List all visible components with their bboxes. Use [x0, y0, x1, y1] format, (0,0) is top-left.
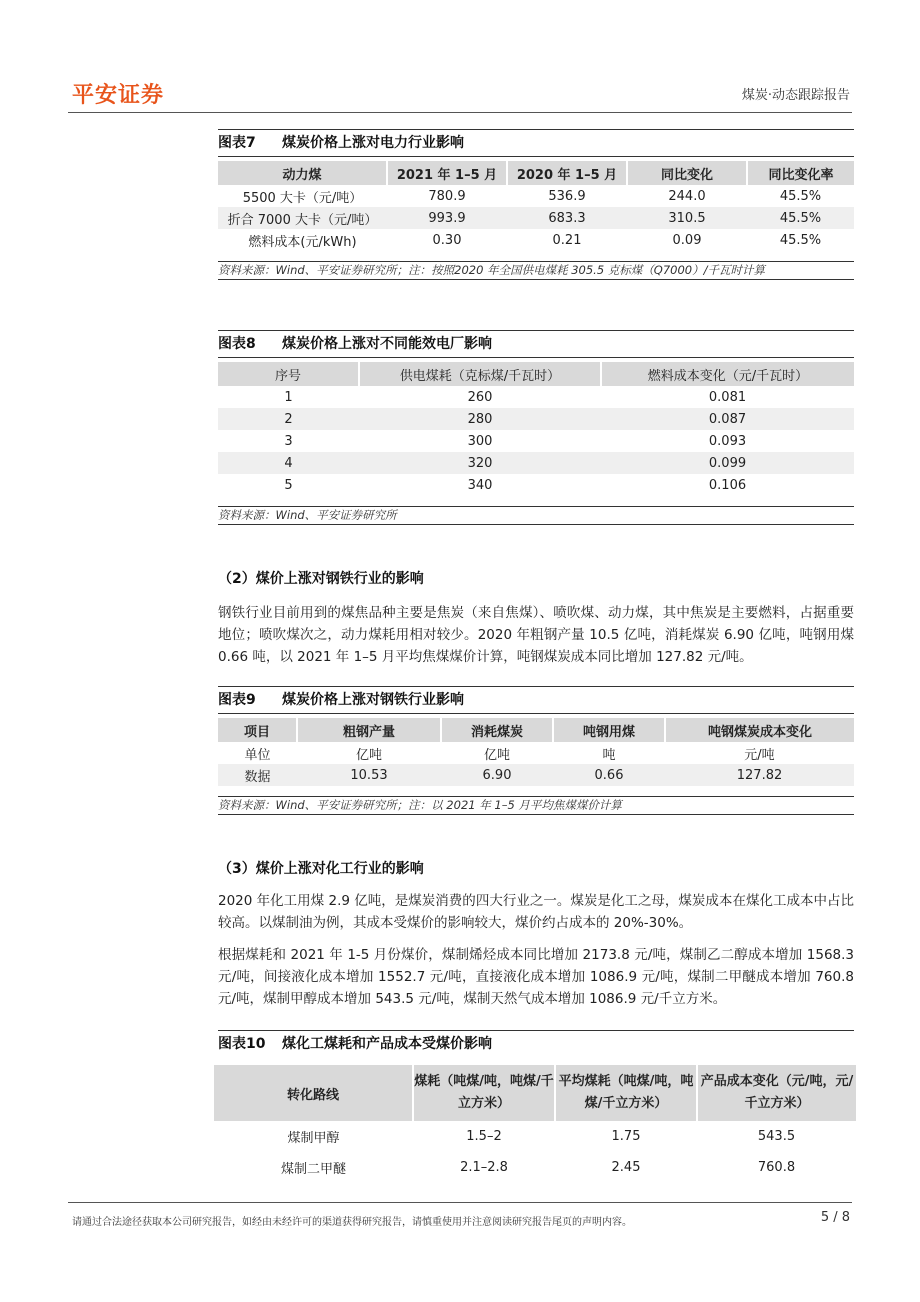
table-row: 1 260 0.081: [284, 389, 747, 405]
figure-9: [218, 686, 854, 815]
table-header: 消耗煤炭: [441, 718, 553, 742]
section-3-title: （3）煤价上涨对化工行业的影响: [218, 861, 424, 877]
table-header: 平均煤耗（吨煤/吨，吨煤/千立方米）: [555, 1065, 697, 1121]
table-row: 燃料成本(元/kWh) 0.30 0.21 0.09 45.5%: [248, 232, 822, 250]
figure-10: [218, 1030, 854, 1183]
figure-10-title: 图表10 煤化工煤耗和产品成本受煤价影响: [218, 1030, 854, 1057]
section-3-paragraph-2: 根据煤耗和 2021 年 1-5 月份煤价，煤制烯烃成本同比增加 2173.8 元/吨，煤制乙二醇成本增加 1568.3 元/吨，间接液化成本增加 1552.7 元/吨，直接液化成本增加 1086.9 元/吨，煤制二甲醚成本增加 760.8 元/吨，煤制甲醇成本增加 543.5 元/吨，煤制天然气成本增加 1086.9 元/千立方米。: [218, 947, 854, 1007]
figure-7: [218, 129, 854, 280]
table-row: 折合 7000 大卡（元/吨） 993.9 683.3 310.5 45.5%: [218, 207, 854, 229]
table-header: 2020 年 1–5 月: [507, 161, 627, 185]
section-3-paragraph-1: 2020 年化工用煤 2.9 亿吨，是煤炭消费的四大行业之一。煤炭是化工之母，煤炭成本在煤化工成本中占比较高。以煤制油为例，其成本受煤价的影响较大，煤价约占成本的 20%-30%。: [218, 893, 854, 931]
table-header: 同比变化: [627, 161, 747, 185]
table-header: 2021 年 1–5 月: [387, 161, 507, 185]
table-header: 供电煤耗（克标煤/千瓦时）: [359, 362, 601, 386]
table-row: 3 300 0.093: [284, 433, 747, 449]
table-header: 吨钢用煤: [553, 718, 665, 742]
table-row: 5500 大卡（元/吨） 780.9 536.9 244.0 45.5%: [242, 188, 822, 206]
report-type: 煤炭·动态跟踪报告: [741, 88, 850, 103]
table-row: 煤制二甲醚 2.1–2.8 2.45 760.8: [280, 1160, 796, 1177]
footer-disclaimer: 请通过合法途径获取本公司研究报告，如经由未经许可的渠道获得研究报告，请慎重使用并注意阅读研究报告尾页的声明内容。: [72, 1217, 632, 1228]
figure-8-table: [218, 362, 854, 496]
table-header: 同比变化率: [747, 161, 854, 185]
figure-8: [218, 330, 854, 525]
figure-8-source: 资料来源：Wind、平安证券研究所: [218, 506, 854, 525]
figure-9-source: 资料来源：Wind、平安证券研究所；注：以 2021 年 1–5 月平均焦煤煤价计算: [218, 796, 854, 815]
section-2-title: （2）煤价上涨对钢铁行业的影响: [218, 571, 424, 587]
footer-divider: [68, 1202, 852, 1203]
table-row: 4 320 0.099: [218, 452, 854, 474]
table-header: 序号: [218, 362, 359, 386]
table-header: 转化路线: [214, 1065, 413, 1121]
table-row: 5 340 0.106: [284, 477, 747, 493]
page-number: 5 / 8: [820, 1210, 850, 1225]
brand-logo: 平安证券: [72, 83, 165, 108]
table-row: 数据 10.53 6.90 0.66 127.82: [218, 764, 854, 786]
table-row: 煤制甲醇 1.5–2 1.75 543.5: [287, 1129, 796, 1146]
table-header: 煤耗（吨煤/吨，吨煤/千立方米）: [413, 1065, 555, 1121]
table-header: 燃料成本变化（元/千瓦时）: [601, 362, 854, 386]
figure-10-table: [214, 1065, 856, 1183]
figure-7-table: [218, 161, 854, 251]
figure-9-title: 图表9 煤炭价格上涨对钢铁行业影响: [218, 686, 854, 714]
table-row: 单位 亿吨 亿吨 吨 元/吨: [244, 747, 775, 763]
figure-9-table: [218, 718, 854, 786]
table-row: 2 280 0.087: [218, 408, 854, 430]
table-header: 产品成本变化（元/吨，元/千立方米）: [697, 1065, 856, 1121]
section-2-paragraph: 钢铁行业目前用到的煤焦品种主要是焦炭（来自焦煤）、喷吹煤、动力煤，其中焦炭是主要燃料，占据重要地位；喷吹煤次之，动力煤耗用相对较少。2020 年粗钢产量 10.5 亿吨，消耗煤炭 6.90 亿吨，吨钢用煤 0.66 吨，以 2021 年 1–5 月平均焦煤煤价计算，吨钢煤炭成本同比增加 127.82 元/吨。: [218, 605, 854, 665]
table-header: 动力煤: [218, 161, 387, 185]
header-divider: [68, 112, 852, 113]
table-header: 粗钢产量: [297, 718, 441, 742]
figure-7-source: 资料来源：Wind、平安证券研究所；注：按照2020 年全国供电煤耗 305.5 克标煤（Q7000）/千瓦时计算: [218, 261, 854, 280]
figure-8-title: 图表8 煤炭价格上涨对不同能效电厂影响: [218, 330, 854, 358]
table-header: 吨钢煤炭成本变化: [665, 718, 854, 742]
figure-7-title: 图表7 煤炭价格上涨对电力行业影响: [218, 129, 854, 157]
table-header: 项目: [218, 718, 297, 742]
